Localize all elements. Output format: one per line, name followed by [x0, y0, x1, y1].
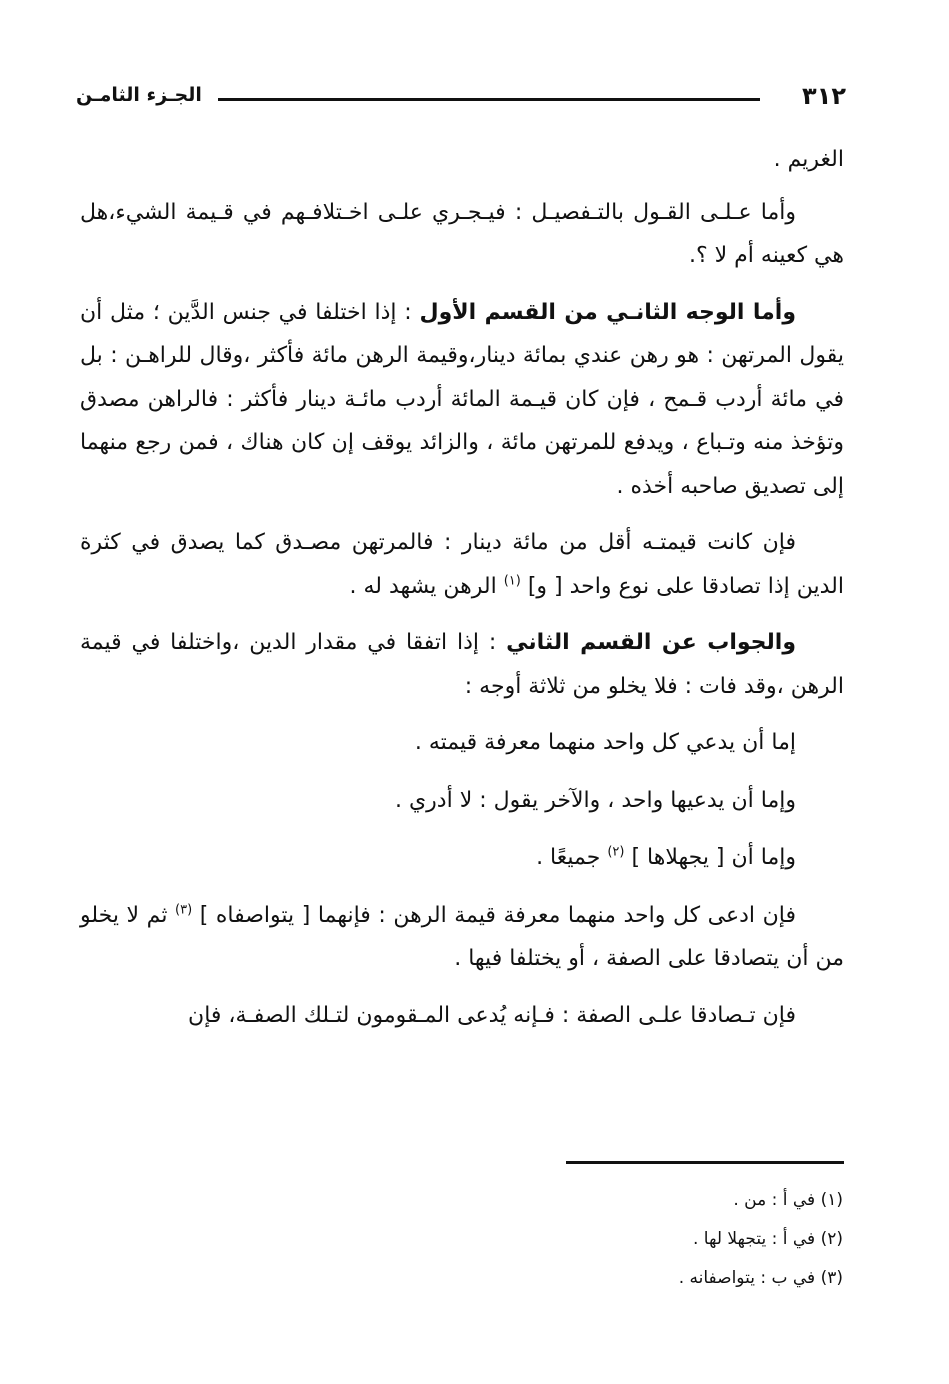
footnote-marker: (٣) — [175, 902, 193, 918]
paragraph-text: وإما أن [ يجهلاها ] — [631, 845, 796, 870]
footnotes — [283, 1181, 843, 1298]
body-text — [80, 138, 844, 1050]
page-number: ٣١٢ — [802, 82, 846, 110]
footnote: (٣) في ب : يتواصفانه . — [678, 1268, 843, 1288]
footnote-marker: (٢) — [607, 844, 625, 860]
paragraph — [80, 894, 844, 981]
paragraph-text: ثم لا يخلو من أن يتصادقا على الصفة ، أو يختلفا فيها . — [80, 902, 844, 971]
paragraph — [80, 138, 844, 182]
paragraph-text: فإن تـصادقا علـى الصفة : فـإنه يُدعى المـقومون لتـلك الصفـة، فإن — [188, 1002, 796, 1028]
paragraph-text: فإن كانت قيمتـه أقل من مائة دينار : فالمرتهن مصـدق كما يصدق في كثرة الدين إذا تصادقا على نوع واحد [ و] — [80, 530, 844, 599]
paragraph-text: : إذا اتفقا في مقدار الدين ،واختلفا في قيمة الرهن ،وقد فات : فلا يخلو من ثلاثة أوجه : — [80, 630, 844, 699]
header-rule — [218, 98, 760, 101]
paragraph-text: فإن ادعى كل واحد منهما معرفة قيمة الرهن : فإنهما [ يتواصفاه ] — [199, 902, 796, 928]
footnote-rule — [566, 1161, 844, 1164]
paragraph-lead: وأما الوجه الثانـي من القسم الأول — [419, 299, 796, 325]
paragraph-text: جميعًا . — [536, 845, 608, 870]
paragraph — [80, 836, 844, 880]
paragraph-text: إما أن يدعي كل واحد منهما معرفة قيمته . — [414, 730, 796, 755]
paragraph-text: : إذا اختلفا في جنس الدَّين ؛ مثل أن يقول المرتهن : هو رهن عندي بمائة دينار،وقيمة الرهن مائة فأكثر ،وقال للراهـن : بل في مائة أردب قـمح ، فإن كان قيـمة المائة أردب مائـة دينار فأكثر : فالراهن مصدق وتؤخذ منه وتـباع ، ويدفع للمرتهن مائة ، والزائد يوقف إن كان هناك ، فمن رجع منهما إلى تصديق صاحبه أخذه . — [80, 299, 844, 499]
paragraph-text: وأما عـلـى القـول بالتـفصيـل : فيـجـري علـى اخـتلافـهم في قـيمة الشيء،هل هي كعينه أم لا ؟. — [80, 199, 844, 268]
paragraph — [80, 291, 844, 509]
paragraph — [80, 994, 844, 1038]
paragraph-lead: والجواب عن القسم الثاني — [506, 630, 796, 655]
paragraph-text: الغريم . — [773, 147, 844, 172]
paragraph-text: وإما أن يدعيها واحد ، والآخر يقول : لا أدري . — [394, 787, 796, 813]
paragraph-text: الرهن يشهد له . — [349, 573, 504, 599]
footnote: (١) في أ : من . — [733, 1190, 843, 1210]
paragraph — [80, 521, 844, 608]
paragraph — [80, 779, 844, 823]
page-header — [76, 78, 846, 118]
footnote-marker: (١) — [503, 573, 521, 589]
running-title: الجـزء الثامـن — [76, 84, 202, 106]
paragraph — [80, 721, 844, 765]
paragraph — [80, 621, 844, 708]
footnote: (٢) في أ : يتجهلا لها . — [693, 1229, 843, 1249]
paragraph — [80, 191, 844, 278]
